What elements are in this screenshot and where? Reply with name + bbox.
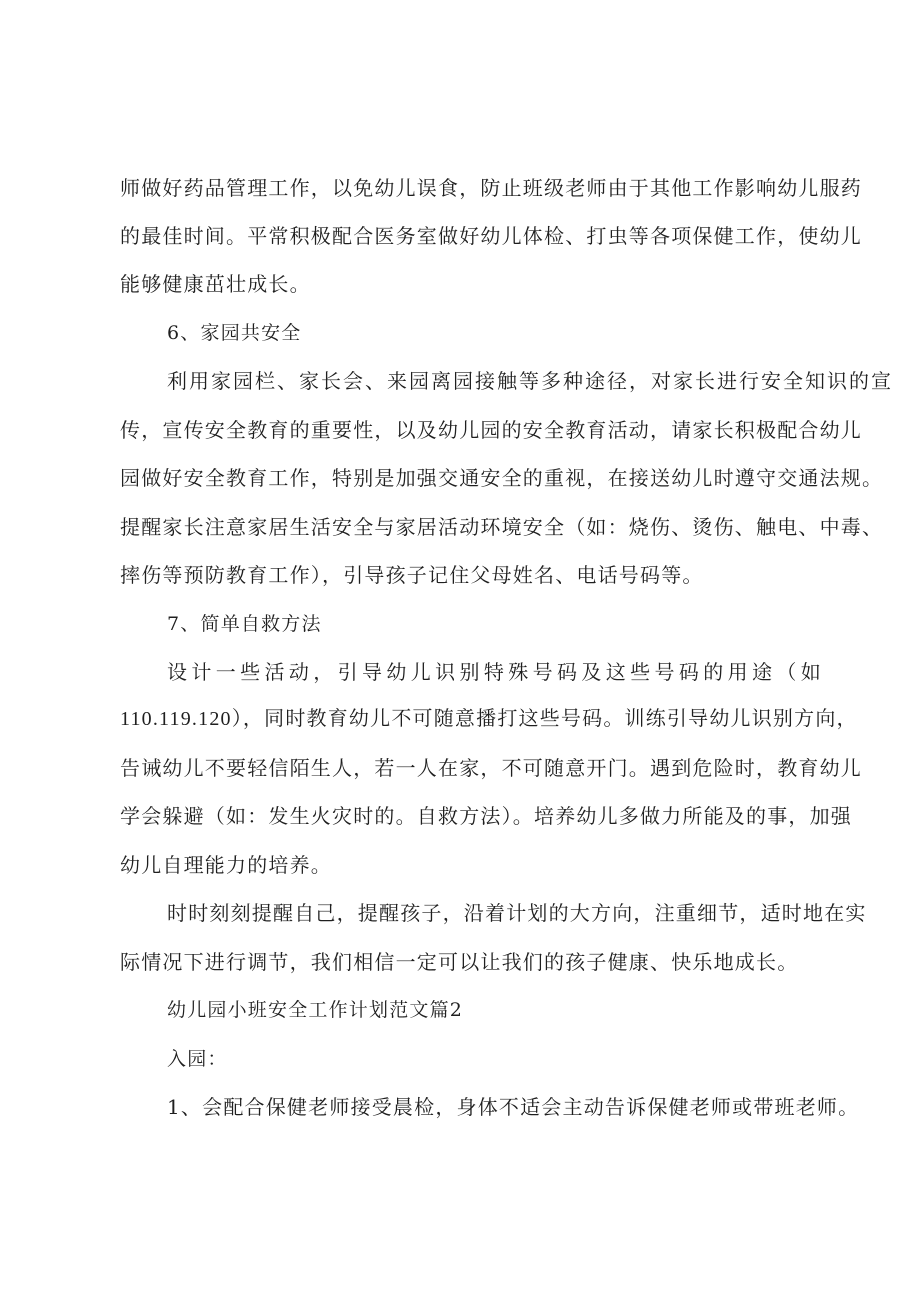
list-item: 1、会配合保健老师接受晨检，身体不适会主动告诉保健老师或带班老师。 (167, 1095, 860, 1119)
paragraph-line: 的最佳时间。平常积极配合医务室做好幼儿体检、打虫等各项保健工作，使幼儿 (120, 224, 862, 248)
paragraph-line: 学会躲避（如：发生火灾时的。自救方法）。培养幼儿多做力所能及的事，加强 (120, 804, 852, 828)
paragraph-line: 提醒家长注意家居生活安全与家居活动环境安全（如：烧伤、烫伤、触电、中毒、 (120, 515, 884, 539)
section-heading: 7、简单自救方法 (167, 613, 322, 635)
paragraph-line: 时时刻刻提醒自己，提醒孩子，沿着计划的大方向，注重细节，适时地在实 (167, 901, 867, 925)
paragraph-line: 利用家园栏、家长会、来园离园接触等多种途径，对家长进行安全知识的宣 (167, 369, 893, 393)
paragraph-line: 师做好药品管理工作，以免幼儿误食，防止班级老师由于其他工作影响幼儿服药 (120, 176, 862, 200)
paragraph-line: 际情况下进行调节，我们相信一定可以让我们的孩子健康、快乐地成长。 (120, 950, 799, 974)
section-heading: 6、家园共安全 (167, 322, 302, 344)
paragraph-line: 设计一些活动，引导幼儿识别特殊号码及这些号码的用途（如 (167, 660, 822, 684)
article-title: 幼儿园小班安全工作计划范文篇2 (167, 999, 464, 1021)
paragraph-line: 能够健康茁壮成长。 (120, 272, 311, 296)
paragraph-line: 告诫幼儿不要轻信陌生人，若一人在家，不可随意开门。遇到危险时，教育幼儿 (120, 756, 862, 780)
paragraph-line: 幼儿自理能力的培养。 (120, 853, 332, 877)
paragraph-line: 摔伤等预防教育工作），引导孩子记住父母姓名、电话号码等。 (120, 563, 704, 587)
paragraph-line: 传，宣传安全教育的重要性，以及幼儿园的安全教育活动，请家长积极配合幼儿 (120, 418, 862, 442)
paragraph-line: 110.119.120），同时教育幼儿不可随意播打这些号码。训练引导幼儿识别方向， (120, 708, 858, 730)
paragraph-line: 园做好安全教育工作，特别是加强交通安全的重视，在接送幼儿时遵守交通法规。 (120, 466, 884, 490)
subsection-label: 入园： (167, 1048, 228, 1070)
